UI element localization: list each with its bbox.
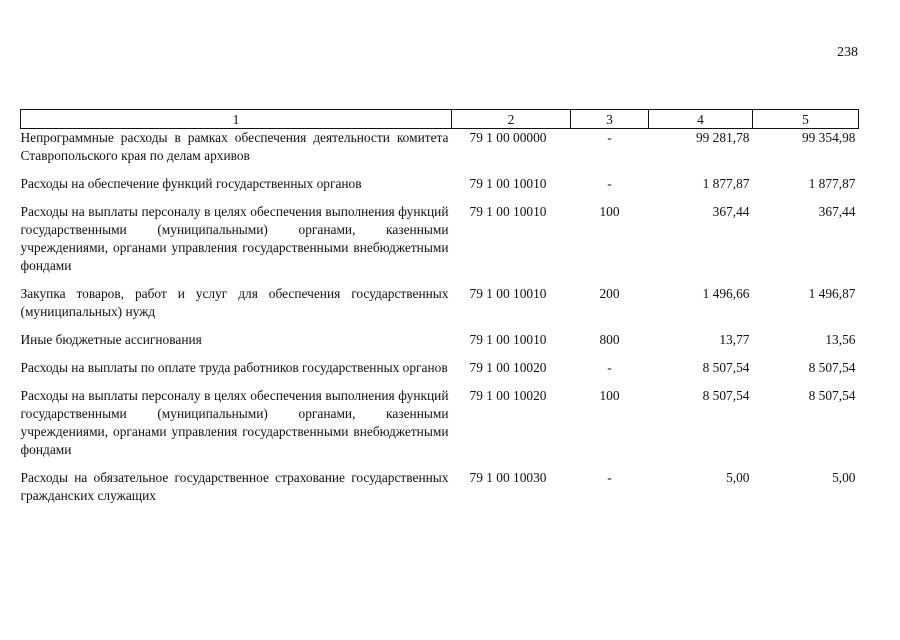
budget-table	[20, 109, 859, 505]
expense-name: Расходы на выплаты персоналу в целях обеспечения выполнения функций государственными (муниципальными) органами, казенными учреждениями, органами управления государственными внебюджетными фондами	[20, 388, 449, 457]
amount-col4: 5,00	[726, 470, 750, 485]
expense-kind: 100	[599, 388, 620, 403]
expense-kind: -	[607, 360, 612, 375]
target-code: 79 1 00 10010	[469, 176, 547, 191]
amount-col4: 8 507,54	[702, 388, 750, 403]
target-code: 79 1 00 10010	[469, 286, 547, 301]
column-header-5: 5	[753, 110, 859, 129]
expense-kind: -	[607, 470, 612, 485]
table-row	[21, 203, 859, 275]
table-row	[21, 129, 859, 166]
column-header-4: 4	[649, 110, 753, 129]
expense-name: Иные бюджетные ассигнования	[20, 332, 202, 347]
target-code: 79 1 00 10020	[469, 360, 547, 375]
amount-col4: 13,77	[719, 332, 750, 347]
page-number: 238	[837, 45, 858, 60]
amount-col4: 1 496,66	[702, 286, 750, 301]
expense-kind: 800	[599, 332, 620, 347]
expense-kind: 200	[599, 286, 620, 301]
expense-name: Закупка товаров, работ и услуг для обеспечения государственных (муниципальных) нужд	[20, 286, 449, 319]
table-row	[21, 175, 859, 193]
table-row	[21, 469, 859, 505]
expense-name: Непрограммные расходы в рамках обеспечения деятельности комитета Ставропольского края по делам архивов	[20, 130, 449, 163]
table-row	[21, 387, 859, 459]
table-row	[21, 331, 859, 349]
amount-col5: 367,44	[818, 204, 856, 219]
column-header-2: 2	[452, 110, 571, 129]
expense-kind: -	[607, 130, 612, 145]
expense-kind: 100	[599, 204, 620, 219]
amount-col5: 13,56	[825, 332, 856, 347]
expense-name: Расходы на выплаты по оплате труда работников государственных органов	[20, 360, 448, 375]
column-header-1: 1	[21, 110, 452, 129]
expense-name: Расходы на обеспечение функций государственных органов	[20, 176, 362, 191]
amount-col5: 1 877,87	[808, 176, 856, 191]
amount-col5: 1 496,87	[808, 286, 856, 301]
amount-col5: 5,00	[832, 470, 856, 485]
amount-col4: 8 507,54	[702, 360, 750, 375]
target-code: 79 1 00 10010	[469, 204, 547, 219]
amount-col4: 367,44	[712, 204, 750, 219]
header-row	[21, 110, 859, 129]
amount-col5: 8 507,54	[808, 388, 856, 403]
amount-col5: 99 354,98	[801, 130, 856, 145]
table-row	[21, 285, 859, 321]
target-code: 79 1 00 10020	[469, 388, 547, 403]
amount-col5: 8 507,54	[808, 360, 856, 375]
table-row	[21, 359, 859, 377]
target-code: 79 1 00 10030	[469, 470, 547, 485]
expense-kind: -	[607, 176, 612, 191]
expense-name: Расходы на обязательное государственное страхование государственных гражданских служащих	[20, 470, 449, 503]
column-header-3: 3	[571, 110, 649, 129]
target-code: 79 1 00 10010	[469, 332, 547, 347]
target-code: 79 1 00 00000	[469, 130, 547, 145]
amount-col4: 99 281,78	[695, 130, 750, 145]
amount-col4: 1 877,87	[702, 176, 750, 191]
expense-name: Расходы на выплаты персоналу в целях обеспечения выполнения функций государственными (муниципальными) органами, казенными учреждениями, органами управления государственными внебюджетными фондами	[20, 204, 449, 273]
